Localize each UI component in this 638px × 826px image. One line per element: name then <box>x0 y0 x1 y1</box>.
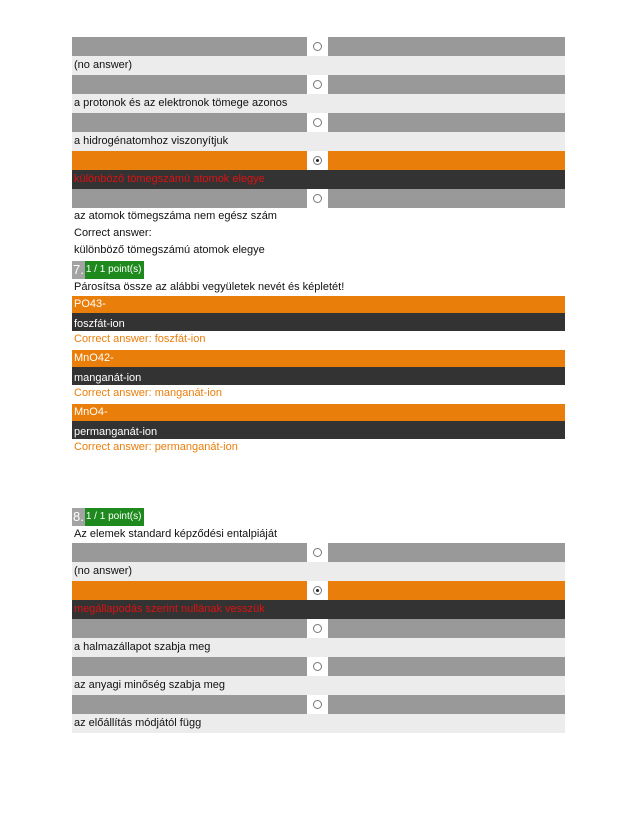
option-radio-bar[interactable] <box>72 543 565 562</box>
question-number: 7. <box>73 262 84 277</box>
option-text: az atomok tömegszáma nem egész szám <box>74 210 277 222</box>
points-badge: 1 / 1 point(s) <box>85 261 145 279</box>
radio-button-icon[interactable] <box>313 624 322 633</box>
correct-answer-value: különböző tömegszámú atomok elegye <box>74 244 265 256</box>
option-text: (no answer) <box>72 56 565 75</box>
option-radio-bar[interactable] <box>72 619 565 638</box>
radio-button-icon[interactable] <box>313 662 322 671</box>
question-number: 8. <box>73 509 84 524</box>
radio-button-checked-icon[interactable] <box>313 586 322 595</box>
option-text: az előállítás módjától függ <box>72 714 565 733</box>
option-text: a protonok és az elektronok tömege azonos <box>72 94 565 113</box>
match-answer[interactable]: foszfát-ion <box>72 313 565 331</box>
radio-button-icon[interactable] <box>313 700 322 709</box>
radio-button-icon[interactable] <box>313 42 322 51</box>
question-8 <box>72 508 565 733</box>
match-correct-answer: Correct answer: permanganát-ion <box>74 441 238 453</box>
quiz-page <box>72 37 565 733</box>
option-radio-bar-selected[interactable] <box>72 581 565 600</box>
option-text-selected: különböző tömegszámú atomok elegye <box>72 170 565 189</box>
question-header <box>72 261 565 279</box>
option-radio-bar[interactable] <box>72 657 565 676</box>
option-radio-bar[interactable] <box>72 189 565 208</box>
match-term: PO43- <box>72 296 565 313</box>
correct-answer-label: Correct answer: <box>74 227 152 239</box>
match-correct-answer: Correct answer: manganát-ion <box>74 387 222 399</box>
question-header <box>72 508 565 526</box>
option-text: a halmazállapot szabja meg <box>72 638 565 657</box>
radio-button-icon[interactable] <box>313 118 322 127</box>
question-7 <box>72 261 565 456</box>
option-text: (no answer) <box>72 562 565 581</box>
match-term: MnO4- <box>72 404 565 421</box>
option-text: a hidrogénatomhoz viszonyítjuk <box>72 132 565 151</box>
question-prompt: Párosítsa össze az alábbi vegyületek nevét és képletét! <box>74 281 345 293</box>
match-answer[interactable]: permanganát-ion <box>72 421 565 439</box>
option-radio-bar[interactable] <box>72 37 565 56</box>
option-text-selected: megállapodás szerint nullának vesszük <box>72 600 565 619</box>
option-radio-bar[interactable] <box>72 75 565 94</box>
option-radio-bar[interactable] <box>72 113 565 132</box>
radio-button-icon[interactable] <box>313 548 322 557</box>
points-badge: 1 / 1 point(s) <box>85 508 145 526</box>
question-prompt: Az elemek standard képződési entalpiáját <box>74 528 278 540</box>
match-correct-answer: Correct answer: foszfát-ion <box>74 333 206 345</box>
radio-button-icon[interactable] <box>313 80 322 89</box>
match-term: MnO42- <box>72 350 565 367</box>
radio-button-icon[interactable] <box>313 194 322 203</box>
match-answer[interactable]: manganát-ion <box>72 367 565 385</box>
option-radio-bar[interactable] <box>72 695 565 714</box>
option-text: az anyagi minőség szabja meg <box>72 676 565 695</box>
radio-button-checked-icon[interactable] <box>313 156 322 165</box>
q6-options <box>72 37 565 259</box>
option-radio-bar-selected[interactable] <box>72 151 565 170</box>
